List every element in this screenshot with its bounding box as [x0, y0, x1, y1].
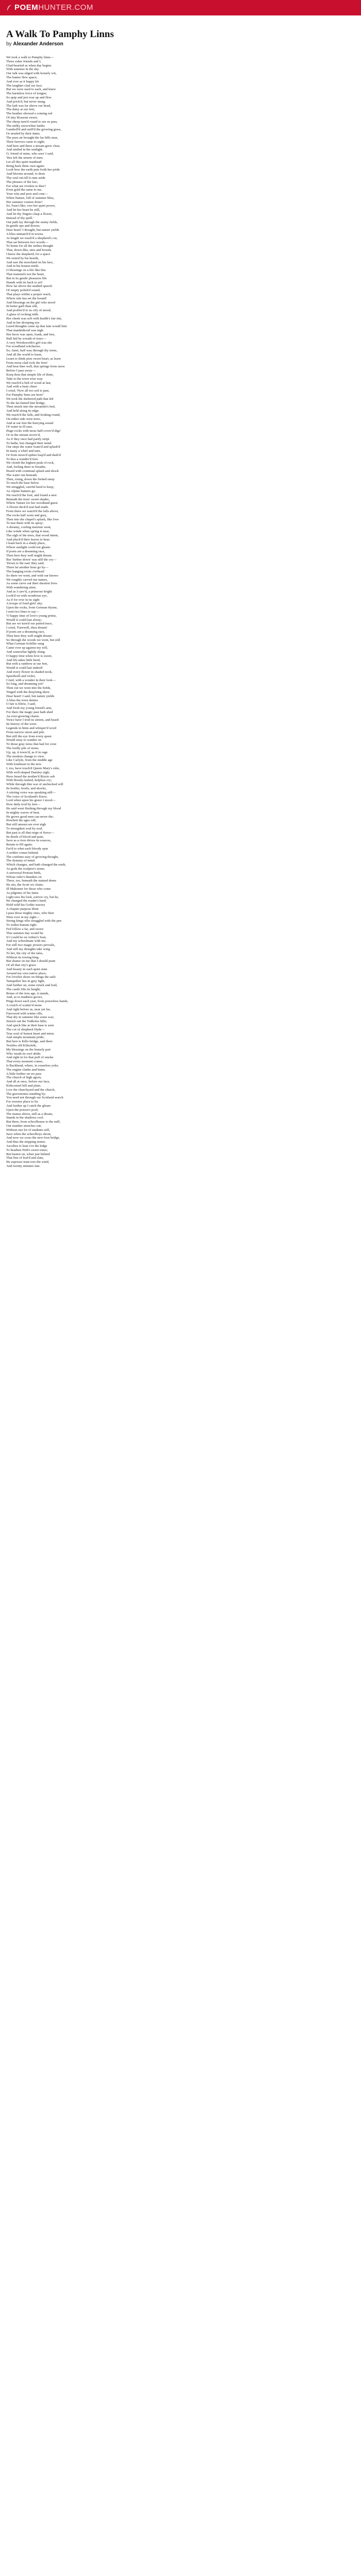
poem-line: Her cheek was soft with health's fair tint, — [6, 316, 62, 320]
poem-line: There, too, beneath the statued dome — [6, 879, 57, 883]
poem-line: Huge rocks with moss half-cover'd digs' — [6, 429, 61, 433]
poem-line: Is Backhead, where, in ceaseless yoke, — [6, 1064, 59, 1068]
poem-line: And with a lusty cheer — [6, 385, 37, 389]
poem-line: A universal Protean birth, — [6, 871, 41, 875]
poem-line: The sheep turn'd round to see us pass, — [6, 120, 58, 124]
poem-line: Before I pass away— — [6, 369, 36, 373]
poem-line: But 'further down' was still the cry— — [6, 557, 57, 562]
poem-line: He espresso train tore the wind, — [6, 1160, 50, 1164]
poem-line: Of all that city's grace — [6, 963, 36, 968]
poem-line: To kiss a wander'd fern. — [6, 457, 39, 461]
poem-line: Our talk was edged with homely wit, — [6, 72, 57, 76]
poem-line: Where sunlight could not gleam: — [6, 546, 51, 550]
poem-line: Or in the stream receiv'd, — [6, 433, 41, 437]
poem-line: And my schoolmate with me. — [6, 939, 46, 943]
poem-line: Then out we went into the fields, — [6, 686, 51, 690]
poem-line: Let all this quiet manhead — [6, 160, 42, 164]
poem-line: Have heard the mother'd Rizzio sob — [6, 774, 55, 778]
poem-line: Ill Mahomet for those who come — [6, 887, 51, 891]
poem-line: O, friend of mine, who sees' I said, — [6, 152, 54, 156]
poem-line: I cried, 'Now all too soil is past, — [6, 389, 50, 393]
poem-line: 'Down to the east' they said; — [6, 562, 44, 566]
poem-line: We struggled, careful heed to keep, — [6, 485, 55, 489]
poem-line: A glass of rocking milk. — [6, 313, 39, 316]
poem-line: O blessings on a life like this — [6, 268, 46, 273]
poem-line: How far above the studied speech — [6, 284, 53, 289]
poem-line: Without one lot of students still, — [6, 1128, 50, 1132]
poem-line: The heather showed a coming red — [6, 112, 53, 116]
poem-line: You need not through our Scotland search — [6, 1096, 63, 1100]
poem-line: I sent two lines to say— — [6, 609, 39, 614]
poem-line: Which changes, and hath changed the earth, — [6, 863, 67, 867]
poem-line: A chapter purpose blent — [6, 907, 39, 911]
poem-line: And right before us, near yet far, — [6, 1007, 51, 1011]
poem-line: The sigh of the trees, that wood intent, — [6, 533, 59, 537]
poem-line: Cried, with a wonder in their look— — [6, 678, 56, 682]
poem-line: Strong kings who struggled with the pen — [6, 919, 61, 923]
poem-line: And at our feet the hurrying sound — [6, 421, 54, 425]
feather-icon — [6, 4, 12, 11]
poem-line: I knew the shepherd; for a space — [6, 252, 51, 257]
poem-line: Of empty polish'd sound, — [6, 289, 41, 293]
poem-line: In gentle ups and downs; — [6, 224, 40, 228]
poem-line: From there we watch'd the falls above, — [6, 510, 59, 514]
poem-line: So through the woods we went, but still — [6, 638, 60, 642]
poem-line: For Pamphy linns are here!' — [6, 393, 44, 397]
poem-line: A nobler comes behind; — [6, 851, 39, 855]
poem-line: And proffer'd to us cify of mood, — [6, 309, 52, 313]
poem-line: To widen human right. — [6, 923, 37, 927]
poem-line: The laughter clad our face. — [6, 83, 43, 88]
poem-line: Look'd on with wondrous eye, — [6, 594, 48, 598]
poem-line: The cot of shepherd Dyde— — [6, 1027, 45, 1031]
poem-line: Hold wild his Gothic tracery — [6, 903, 45, 907]
poem-line: To strengthen soul by soul. — [6, 827, 43, 831]
poem-line: Bring back thine own again: — [6, 164, 45, 168]
poem-line: Their furrows came to sight; — [6, 140, 45, 144]
poem-line: But we were used to each, and knew — [6, 88, 56, 92]
poem-line: That, down-like, stirs and broods. — [6, 248, 52, 252]
poem-line: The engine clanks and hums. — [6, 1067, 46, 1072]
poem-line: And pluck'd their leaves to hear. — [6, 537, 51, 541]
poem-line: Its bottles, broils, and shocks, — [6, 787, 47, 791]
poem-line: Then, rising, down the fretted steep — [6, 477, 55, 481]
poem-line: Where rule has set the bound! — [6, 296, 47, 300]
poem-line: Light sees his look, sorrow cry, but he, — [6, 895, 59, 899]
poem-line: That trammels not the heart, — [6, 273, 45, 277]
poem-line: A very Wordsworth's girl was she — [6, 341, 52, 345]
poem-title: A Walk To Pamphy Linns — [6, 29, 114, 40]
poem-line: I pass those mighty ones, who then — [6, 911, 54, 915]
poem-line: To home for all the strikes thought — [6, 244, 54, 248]
poem-line: And as I carv'd, a primrose bright — [6, 589, 52, 594]
poem-line: The milky snowwhite lambs — [6, 124, 45, 128]
poem-line: A bliss the town denies. — [6, 698, 39, 702]
poem-line: There let another hour go by— — [6, 566, 48, 570]
poem-line: And here and there a stream grew clear, — [6, 144, 60, 148]
poem-line: So, Janet, half way through thy teens, — [6, 349, 58, 353]
poem-line: In mighty waves of heat. — [6, 810, 40, 815]
poem-line: And life takes little heed, — [6, 658, 41, 662]
poem-line: Then here they well might dream.' — [6, 634, 53, 638]
poem-line: And further up I catch the gleam — [6, 1104, 51, 1108]
poem-line: As pilgrims of his fame. — [6, 891, 39, 895]
logo-text-secondary: HUNTER.COM — [38, 3, 93, 12]
poem-line: That dry in summer like some scar, — [6, 1015, 54, 1020]
poem-line: The church of high agorn, — [6, 1076, 42, 1080]
poem-line: And now we cross the new-foot bridge, — [6, 1136, 60, 1140]
poem-line: Then here they well might dream. — [6, 553, 53, 557]
poem-line: Furrowed with winter rills, — [6, 1011, 43, 1015]
poem-line: And in his honest mirth. — [6, 264, 39, 268]
poem-line: A crutch of scatter'd stone. — [6, 1004, 43, 1008]
top-bar — [0, 0, 361, 15]
poem-line: He grows good men can never die; — [6, 815, 54, 819]
poem-line: Who 'neath its roof abide. — [6, 1052, 42, 1056]
poem-line: A bliss unmatch'd in towns. — [6, 232, 44, 236]
poem-line: And, feeling there to breathe, — [6, 465, 46, 469]
poem-line: This summer day would be — [6, 931, 43, 935]
poem-line: But in its gentle pleasures life — [6, 276, 47, 280]
poem-line: And speck like at their base is seen — [6, 1024, 54, 1028]
poem-byline — [6, 41, 63, 47]
poem-line: But shame on me that I should prate — [6, 959, 56, 963]
poem-line: He changed the reader's bard; — [6, 899, 47, 903]
poem-line: What German Schiller sung — [6, 642, 44, 646]
poem-line: Three sober friends and I, — [6, 59, 41, 63]
poem-line: The gravestones standing by; — [6, 1092, 46, 1096]
poem-line: And prick'd, but never stung. — [6, 99, 46, 104]
poem-line: And, as to madness grows, — [6, 995, 43, 999]
poem-line: At length we reach'd a shepherd's cot, — [6, 236, 58, 240]
poem-line: And twenty minutes late. — [6, 1164, 41, 1168]
poem-line: Save as a river drives its sources, — [6, 839, 52, 843]
poem-line: That sat between two woods— — [6, 240, 48, 244]
poem-line: Even gold the same to me. — [6, 188, 42, 192]
poem-line: I, too, have touch'd Queen Mary's robe, — [6, 767, 60, 771]
poem-line: True soul of honest heart and mien; — [6, 1031, 55, 1036]
poem-line: Stretch out the Todholes hills; — [6, 1020, 47, 1024]
poem-line: O happy time when love is sweet, — [6, 654, 53, 658]
poem-line: Heard with continual splash and shock — [6, 469, 59, 473]
poem-line: To hearken Nith's sweet tones; — [6, 1148, 48, 1152]
poem-line: For still two magic powers prevails, — [6, 943, 55, 947]
poem-line: How daily trod by feet— — [6, 803, 41, 807]
poem-line: Your wits and pros and cons— — [6, 192, 48, 196]
poem-line: To those gray noiss that had for crest — [6, 742, 57, 747]
poem-line: So long, and dreaming yet? — [6, 682, 44, 686]
poem-line: But still the eye from every quest — [6, 734, 52, 738]
poem-line: An ever-growing charm. — [6, 714, 40, 718]
poem-line: Would it could last alway; — [6, 618, 42, 622]
poem-line: Textiles old Kilncleik; — [6, 1044, 37, 1048]
poem-line: Take to the town wise way. — [6, 377, 43, 381]
poem-line: And in her drooping eye — [6, 320, 40, 325]
poem-line: And blessings on the girl who stood — [6, 300, 55, 304]
poem-line: As Alpine hunters go. — [6, 489, 36, 494]
byline-prefix: by — [6, 41, 12, 47]
poem-line: And thus the stepping stones — [6, 1140, 45, 1144]
poem-line: On either side were trees, — [6, 417, 41, 421]
poem-line: Lord when upon his grave I stood— — [6, 799, 56, 803]
poem-line: Instead of thy quill.' — [6, 216, 34, 220]
poem-line: Its deeds of blood and pain, — [6, 835, 44, 839]
poem-line: Without its towing king. — [6, 955, 40, 959]
poem-line: Stands with its back to art! — [6, 280, 43, 284]
poem-line: Up, up, it tower'd, as if in rage — [6, 750, 48, 754]
poem-line: Legends in hints and whisper'd word — [6, 726, 56, 731]
poem-line: With loneheart in the new — [6, 762, 42, 767]
poem-line: We rested by his hearth, — [6, 256, 39, 260]
poem-line: A stirring voice was speaking still— — [6, 790, 56, 794]
poem-line: I leant back in a shady place, — [6, 541, 46, 546]
poem-line: Howbeit the ages roll; — [6, 819, 37, 823]
poem-line: And fresh my young friend's arm, — [6, 706, 53, 710]
poem-line: As some carve out their shortest lives — [6, 582, 57, 586]
poem-line: As if they once had partly stript — [6, 437, 50, 441]
poem-line: Dear heart! I thought, but nature yields — [6, 228, 59, 232]
poem-line: Like Carlyle, from the middle age — [6, 758, 53, 762]
poem-line: And let thy fingers clasp a flower, — [6, 212, 53, 216]
poem-line: Its history of the wrist. — [6, 722, 37, 726]
poem-line: Speedwell and violet, — [6, 674, 36, 678]
poem-line: We reach'd the falls, and looking round, — [6, 413, 61, 417]
poem-line: To her, the city of the tales, — [6, 951, 43, 955]
poem-line: When Nature, full of summer bliss, — [6, 196, 55, 200]
poem-line: Her summer vesture dons? — [6, 200, 43, 204]
poem-line: And further on, some struck and frail, — [6, 984, 58, 988]
poem-line: And blooms around, to draw — [6, 172, 45, 176]
poem-line: Of water in ill ease. — [6, 425, 33, 429]
poem-line: He said went fleshing through my blood — [6, 807, 61, 811]
poem-line: From moss-clad rock the fern! — [6, 361, 48, 365]
poem-line: Tinged with the deep'ning skies: — [6, 690, 51, 694]
poem-line: Our steps the water foam'd and splash'd — [6, 445, 60, 449]
poem-line: With wandering aims; — [6, 586, 37, 590]
poem-line: If I could be on Arthur's Seat, — [6, 935, 46, 939]
poem-line: Save when the schoolboys shout, — [6, 1132, 52, 1136]
poem-line: But still unseen are ever nigh — [6, 823, 46, 827]
poem-line: Whose ruler's thunders on — [6, 875, 42, 879]
poem-line: Fed follow a far, and swore — [6, 927, 44, 931]
poem-line: If poets are a dreaming race, — [6, 630, 45, 634]
poem-line: That every moment comes, — [6, 1060, 43, 1064]
poem-line: But there, from schoolhouse to the mill, — [6, 1120, 61, 1124]
site-logo[interactable] — [6, 3, 93, 12]
poem-line: And saw the moorland on his face, — [6, 260, 54, 264]
poem-line: Our path lay through the sunny fields, — [6, 220, 58, 224]
poem-line: The lordly pile of stone; — [6, 747, 39, 751]
poem-line: From narrow street and pile. — [6, 730, 45, 734]
poem-line: Glad-hearted as when day begins — [6, 63, 52, 67]
poem-line: As gods the sculptor's stone; — [6, 867, 45, 871]
poem-line: Learn to think pure sweet heart, as learn — [6, 357, 61, 361]
poem-line: Her brow was open, frank, and free, — [6, 332, 56, 336]
poem-line: The confines easy of growing thought, — [6, 855, 59, 859]
poem-line: He sits, the Scott we claim; — [6, 883, 44, 887]
poem-body — [6, 56, 355, 1168]
poem-line: Tamquilier lies in grey light, — [6, 979, 45, 984]
poem-line: For lovelier shore on things the sails — [6, 975, 56, 979]
poem-line: For woodland witcheries. — [6, 345, 41, 349]
poem-line: To the far-famed linn bridge, — [6, 401, 46, 405]
poem-line: A flower-deck'd seat had made. — [6, 505, 49, 510]
poem-line: Upon the poison's pool; — [6, 1108, 39, 1112]
poem-line: Beneath the trees' sweet shades, — [6, 497, 50, 501]
poem-line: But here is Killo bridge, and there — [6, 1040, 53, 1044]
poem-line: The phrases of the law; — [6, 180, 38, 184]
poem-line: And smiled in the sunlight. — [6, 148, 43, 152]
poem-line: Retain to fill again; — [6, 843, 33, 847]
poem-line: Then into the chapel's splash, like love — [6, 517, 59, 521]
poem-line: Kirkconnel hill and plain. — [6, 1084, 41, 1088]
poem-line: While through thin war of unchecked will — [6, 783, 63, 787]
poem-line: A dreamy, cooling murmur went, — [6, 526, 52, 530]
poem-line: And all the world to learn, — [6, 352, 42, 357]
poem-line: And right in for that puff of smoke — [6, 1056, 54, 1060]
poem-line: The pure air brought the far hills near, — [6, 135, 58, 140]
poem-line: Or nestled by their dams. — [6, 132, 41, 136]
poem-line: Our number stretches out; — [6, 1124, 42, 1128]
poem-line: And somewhat lightly slung. — [6, 650, 46, 654]
poem-line: Bones of the iron age, it stands, — [6, 991, 50, 995]
poem-line: Far'd to whet each bloody spur — [6, 846, 48, 851]
poem-line: Then struck into the streamlet's bed, — [6, 405, 56, 409]
poem-line: To tear them with its spray; — [6, 521, 44, 526]
poem-line: But hasten on, when just behind — [6, 1152, 50, 1156]
poem-line: Half hid by wreath of trees— — [6, 336, 46, 341]
poem-line: We reach'd the foot, and found a nest — [6, 493, 57, 497]
poem-line: Around my own native place; — [6, 971, 47, 975]
poem-line: With bloody-lashed, helpless cry; — [6, 778, 52, 783]
poem-line: Gamboll'd and sniff'd the growing grass, — [6, 128, 62, 132]
poem-line: Would it could last indeed! — [6, 666, 43, 670]
poem-line: In many a whirl and turn, — [6, 449, 41, 453]
poem-line: Would stray to wander on — [6, 738, 41, 742]
poem-line: We clomb the highest peak of rock, — [6, 461, 55, 465]
poem-line: And all at once, before our face, — [6, 1080, 50, 1084]
poem-line: The dynasty of mind. — [6, 859, 36, 863]
author-link[interactable]: Alexander Anderson — [13, 41, 63, 47]
poem-line: For sweeter place to lie. — [6, 1100, 39, 1104]
poem-line: 'Hes left the streets of men, — [6, 156, 43, 160]
poem-line: Lured thoughts came up that fain would hint — [6, 325, 67, 329]
poem-line: To bathe, but changed their mind. — [6, 441, 52, 445]
poem-line: The castle lifts its height; — [6, 987, 41, 991]
poem-line: And still my thoughts take wing — [6, 947, 50, 951]
poem-line: We roughly carved our names, — [6, 578, 48, 582]
poem-line: The rocks half worn and grey, — [6, 513, 47, 517]
poem-line: Of tiny blossom sweet; — [6, 115, 38, 120]
poem-line: For there the magic past hath shed — [6, 710, 53, 714]
poem-line: But are we turn'd our parted trace, — [6, 622, 53, 626]
poem-line: The harmless force of tongue; — [6, 92, 47, 96]
poem-line: So there we went, and with our knows — [6, 573, 59, 578]
poem-line: And every flower in shaded nook, — [6, 670, 53, 674]
poem-line: Were ever in my sight— — [6, 915, 40, 919]
poem-line: Thy soul out till it runs aside — [6, 176, 45, 180]
poem-line: Twice have I trod its streets, and heard — [6, 718, 59, 722]
poem-line: Ascribes to lean o'er the ledge — [6, 1144, 47, 1148]
logo-text-primary: POEM — [14, 3, 39, 12]
poem-line: Stands in the shadows cool. — [6, 1116, 44, 1120]
poem-line: Low the churchyard and the church, — [6, 1088, 56, 1092]
poem-line: In better garb than silk, — [6, 304, 38, 309]
poem-line: The modern change to view — [6, 754, 44, 758]
poem-line: As if for ever in its sight — [6, 598, 40, 602]
poem-line: With summer in the sky. — [6, 67, 40, 72]
poem-line: Upon the rocks, from German rhyme, — [6, 606, 58, 610]
poem-line: With well-shaped Darnley nigh; — [6, 770, 50, 774]
poem-line: The lark was far above our head, — [6, 104, 51, 108]
poem-line: The water run beneath. — [6, 473, 38, 477]
poem-line: 'O happy time of love's young prime, — [6, 614, 57, 618]
poem-line: Came over up against my will, — [6, 646, 48, 650]
poem-line: That plays within a proper reach, — [6, 293, 52, 297]
poem-line: Or from moss'd spikes leap'd and dash'd — [6, 453, 61, 457]
poem-line: And simple mountain pride; — [6, 1036, 45, 1040]
poem-line: We took the sheltered path that led — [6, 397, 54, 401]
poem-line: And let her heart be still, — [6, 208, 40, 212]
poem-line: Where Nature for her woodland guest — [6, 501, 58, 505]
poem-line: The daisy at our feet, — [6, 108, 35, 112]
poem-line: That line of leaf'd and slats, — [6, 1156, 44, 1160]
poem-line: The manse above, still as a dream, — [6, 1112, 53, 1116]
poem-line: We took a walk to Pamphy linns— — [6, 56, 54, 59]
poem-line: Dear heart! I said, but nature yields — [6, 694, 55, 698]
poem-line: O fair is Eltrie, I said, — [6, 702, 36, 706]
poem-line: A troupe of fond girls' sky; — [6, 602, 43, 606]
poem-line: Pings down each year, from powerless hands, — [6, 999, 69, 1004]
poem-line: We reach'd a belt of wood at last, — [6, 381, 52, 385]
poem-line: The hanging rocks o'erhead.' — [6, 570, 45, 573]
poem-line: If poets are a dreaming race, — [6, 550, 45, 554]
poem-line: Keep thou that simple life of thine, — [6, 372, 54, 377]
poem-line: The voice of Scotland's Knox; — [6, 794, 47, 799]
poem-line: Like winds when spring is near, — [6, 530, 50, 534]
poem-line: And beauty in such quiet state — [6, 967, 47, 971]
poem-line: The banter flew apace; — [6, 75, 38, 79]
poem-line: But with a rainbow at our feet, — [6, 662, 48, 666]
poem-line: To reach the base below — [6, 481, 39, 485]
poem-line: For what are rivulets to thee? — [6, 184, 46, 188]
poem-line: So, Fauci-like, owe her quiet power, — [6, 204, 56, 208]
poem-line: My blessings on the homely pair — [6, 1047, 51, 1052]
poem-line: And held along its edge. — [6, 409, 40, 413]
poem-line: I cried, 'Farewell, thou dream! — [6, 626, 47, 630]
poem-line: That maidenhood was nigh. — [6, 329, 44, 333]
poem-line: And bear thee well, that springs from snow — [6, 365, 65, 369]
poem-line: Look how the earth puts forth her pride — [6, 168, 60, 172]
poem-line: So quip and jest rose up and flew — [6, 95, 52, 99]
poem-line: And ever as it happy hit — [6, 79, 39, 83]
poem-line: But past is all that reign of fierce— — [6, 831, 55, 835]
poem-line: A little further on we pass — [6, 1072, 42, 1076]
